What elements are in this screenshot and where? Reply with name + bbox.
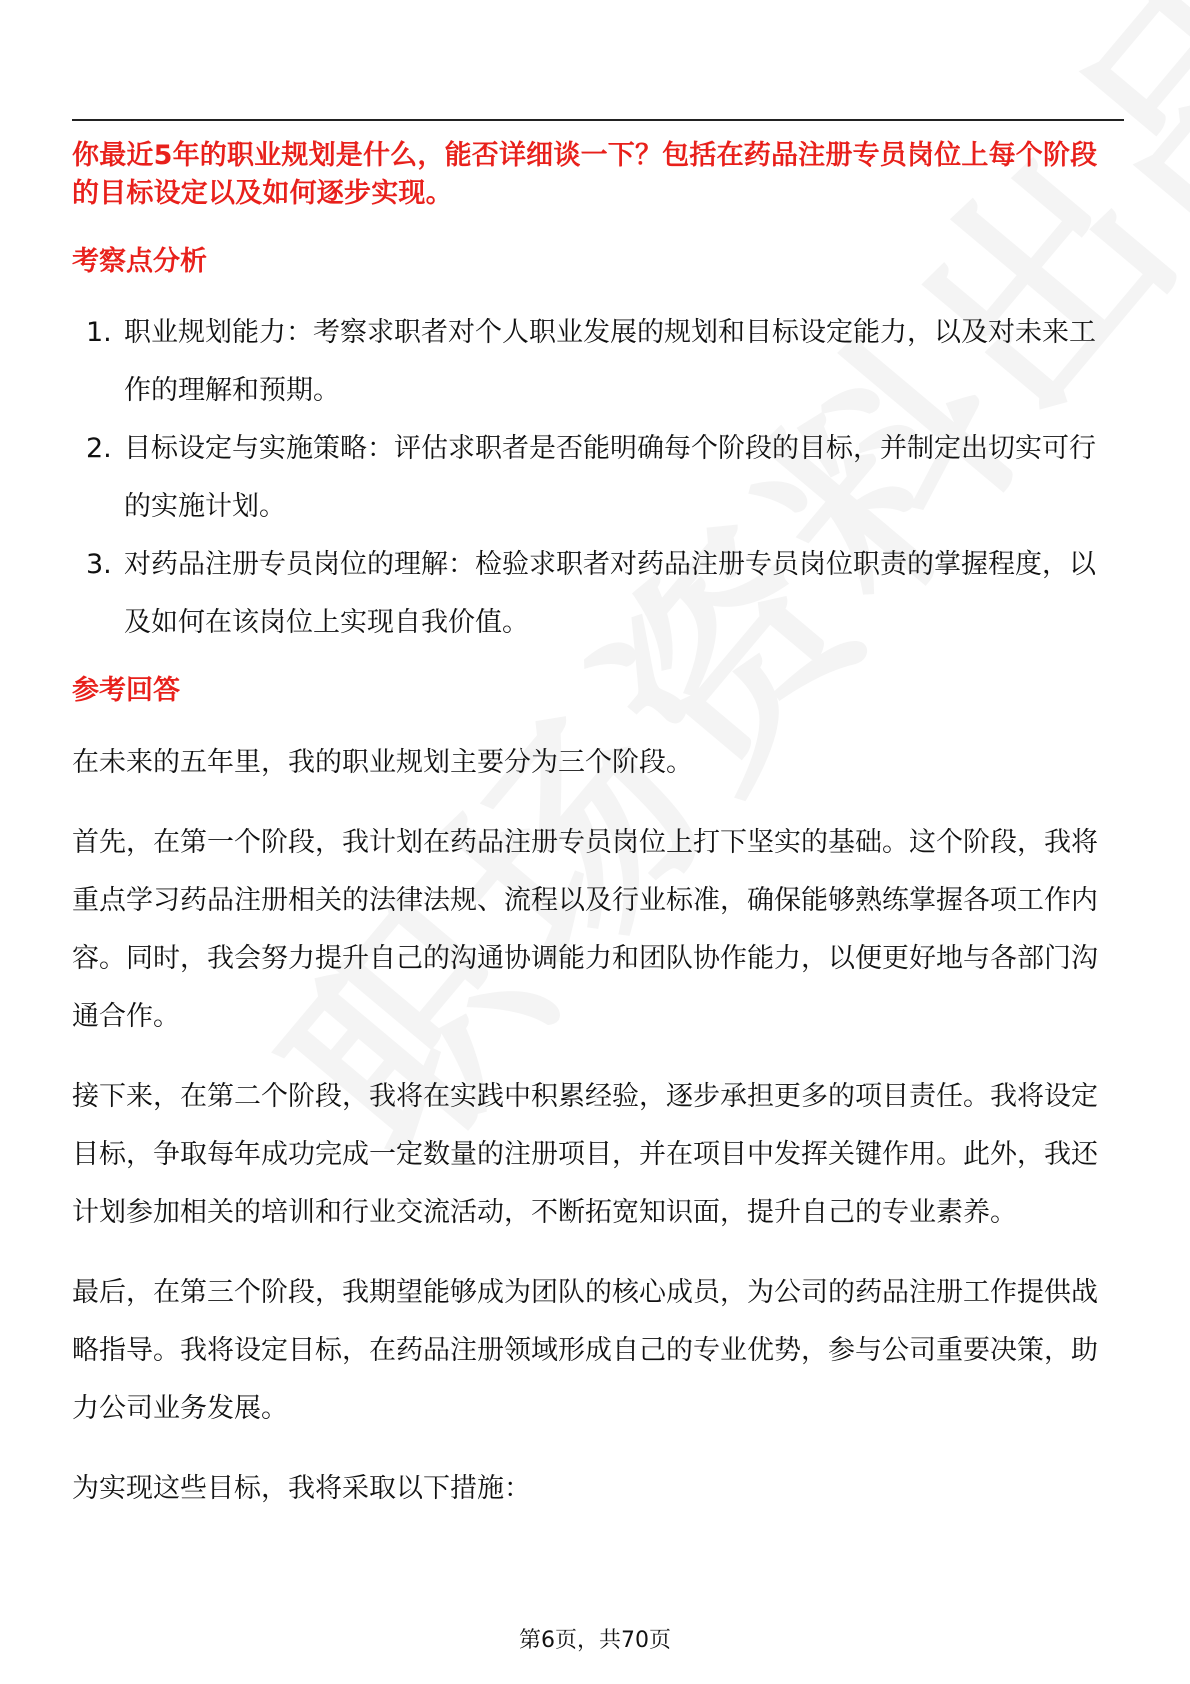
- main-content: [72, 137, 1122, 1518]
- top-divider: [72, 119, 1124, 121]
- item-number: 3.: [86, 549, 112, 580]
- item-number: 1.: [86, 317, 112, 348]
- item-text: 目标设定与实施策略：评估求职者是否能明确每个阶段的目标，并制定出切实可行的实施计划。: [124, 433, 1096, 522]
- analysis-item: [72, 304, 1122, 420]
- answer-paragraph: 接下来，在第二个阶段，我将在实践中积累经验，逐步承担更多的项目责任。我将设定目标，争取每年成功完成一定数量的注册项目，并在项目中发挥关键作用。此外，我还计划参加相关的培训和行业交流活动，不断拓宽知识面，提升自己的专业素养。: [72, 1081, 1098, 1228]
- answer-paragraph: 为实现这些目标，我将采取以下措施：: [72, 1473, 531, 1504]
- item-text: 职业规划能力：考察求职者对个人职业发展的规划和目标设定能力，以及对未来工作的理解和预期。: [124, 317, 1096, 406]
- page-number-footer: 第6页，共70页: [519, 1628, 671, 1653]
- interview-question: 你最近5年的职业规划是什么，能否详细谈一下？包括在药品注册专员岗位上每个阶段的目标设定以及如何逐步实现。: [72, 140, 1098, 209]
- analysis-list: [72, 304, 1122, 652]
- analysis-heading: 考察点分析: [72, 246, 207, 277]
- item-number: 2.: [86, 433, 112, 464]
- analysis-item: [72, 420, 1122, 536]
- answer-heading: 参考回答: [72, 675, 180, 706]
- analysis-item: [72, 536, 1122, 652]
- answer-paragraph: 首先，在第一个阶段，我计划在药品注册专员岗位上打下坚实的基础。这个阶段，我将重点学习药品注册相关的法律法规、流程以及行业标准，确保能够熟练掌握各项工作内容。同时，我会努力提升自己的沟通协调能力和团队协作能力，以便更好地与各部门沟通合作。: [72, 827, 1098, 1032]
- answer-paragraph: 在未来的五年里，我的职业规划主要分为三个阶段。: [72, 747, 693, 778]
- item-text: 对药品注册专员岗位的理解：检验求职者对药品注册专员岗位职责的掌握程度，以及如何在该岗位上实现自我价值。: [124, 549, 1096, 638]
- answer-paragraph: 最后，在第三个阶段，我期望能够成为团队的核心成员，为公司的药品注册工作提供战略指导。我将设定目标，在药品注册领域形成自己的专业优势，参与公司重要决策，助力公司业务发展。: [72, 1277, 1098, 1424]
